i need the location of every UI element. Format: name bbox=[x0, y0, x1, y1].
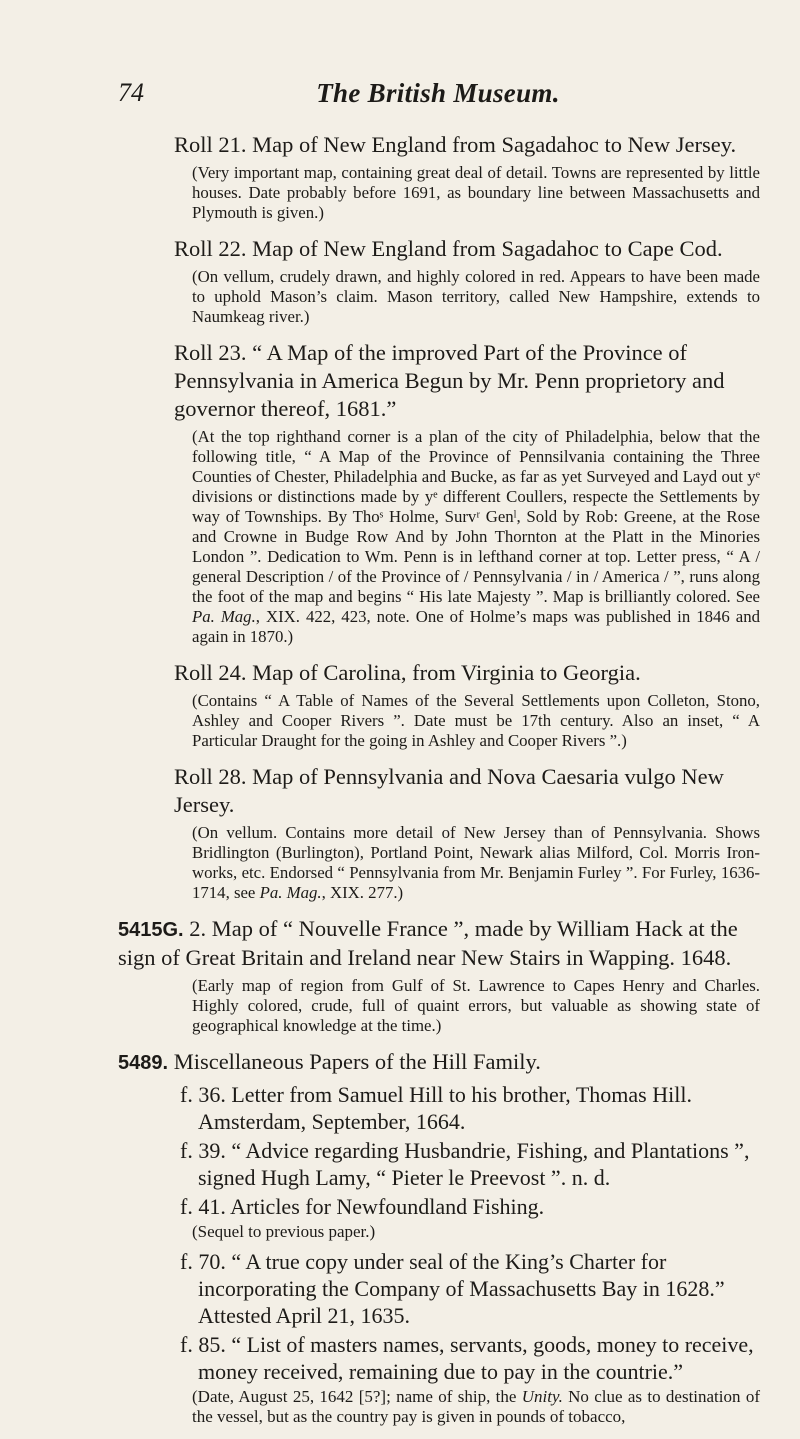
entry-heading: Roll 24. Map of Carolina, from Virginia to Georgia. bbox=[174, 660, 641, 685]
entry-5489 bbox=[118, 1048, 760, 1427]
entry-note bbox=[192, 427, 760, 647]
folio-item: f. 41. Articles for Newfoundland Fishing. bbox=[180, 1194, 545, 1219]
page-body bbox=[118, 131, 760, 1439]
shelf-mark: 5415G. bbox=[118, 919, 184, 941]
ship-name: Unity. bbox=[521, 1387, 563, 1406]
entry-roll-24 bbox=[118, 659, 760, 751]
note-text: , XIX. 277.) bbox=[321, 883, 404, 902]
folio-item: f. 36. Letter from Samuel Hill to his brother, Thomas Hill. Amsterdam, September, 1664. bbox=[180, 1082, 692, 1134]
page-header bbox=[118, 78, 758, 118]
folio-item: f. 85. “ List of masters names, servants, goods, money to receive, money received, remaining due to pay in the countrie.” bbox=[180, 1332, 754, 1384]
running-title: The British Museum. bbox=[316, 78, 560, 108]
entry-note: (Very important map, containing great deal of detail. Towns are represented by little houses. Date probably before 1691, as boundary line between Massachusetts and Plymouth is given.) bbox=[192, 163, 760, 222]
entry-note: (Early map of region from Gulf of St. Lawrence to Capes Henry and Charles. Highly colored, crude, full of quaint errors, but valuable as showing state of geographical knowledge at the time.) bbox=[192, 976, 760, 1035]
note-text: (At the top righthand corner is a plan of the city of Philadelphia, below that the following title, “ A Map of the Province of Pennsilvania containing the Three Counties of Chester, Philadelphia and Bucke, as far as yet Surveyed and Layd out yᵉ divisions or distinctions made by yᵉ different Coullers, respecte the Settlements by way of Townships. By Thoˢ Holme, Survʳ Genˡ, Sold by Rob: Greene, at the Rose and Crowne in Budge Row And by John Thornton at the Platt in the Minories London ”. Dedication to Wm. Penn is in lefthand corner at top. Letter press, “ A / general Description / of the Province of / Pennsylvania / in / America / ”, runs along the foot of the map and begins “ His late Majesty ”. Map is brilliantly colored. See bbox=[192, 427, 760, 606]
entry-heading: Roll 21. Map of New England from Sagadahoc to New Jersey. bbox=[174, 132, 737, 157]
heading-text: Miscellaneous Papers of the Hill Family. bbox=[173, 1049, 541, 1074]
entry-roll-22 bbox=[118, 235, 760, 327]
folio-note: (Sequel to previous paper.) bbox=[192, 1222, 376, 1241]
folio-note bbox=[192, 1387, 760, 1427]
entry-note bbox=[192, 823, 760, 903]
entry-heading: Roll 28. Map of Pennsylvania and Nova Caesaria vulgo New Jersey. bbox=[174, 764, 724, 817]
journal-title: Pa. Mag. bbox=[259, 883, 322, 902]
entry-note: (On vellum, crudely drawn, and highly colored in red. Appears to have been made to uphold Mason’s claim. Mason territory, called New Hampshire, extends to Naumkeag river.) bbox=[192, 267, 760, 326]
entry-roll-28 bbox=[118, 763, 760, 903]
folio-item: f. 39. “ Advice regarding Husbandrie, Fishing, and Plantations ”, signed Hugh Lamy, “ Pieter le Preevost ”. n. d. bbox=[180, 1138, 750, 1190]
shelf-mark: 5489. bbox=[118, 1052, 169, 1074]
folio-item: f. 70. “ A true copy under seal of the King’s Charter for incorporating the Company of Massachusetts Bay in 1628.” Attested April 21, 1635. bbox=[180, 1249, 725, 1328]
entry-5415g bbox=[118, 915, 760, 1036]
note-text: (On vellum. Contains more detail of New Jersey than of Pennsylvania. Shows Bridlington (Burlington), Portland Point, Newark alias Milford, Col. Morris Iron-works, etc. Endorsed “ Pennsylvania from Mr. Benjamin Furley ”. For Furley, 1636-1714, see bbox=[192, 823, 760, 902]
entry-heading: Roll 23. “ A Map of the improved Part of the Province of Pennsylvania in America Begun by Mr. Penn proprietory and governor thereof, 1681.” bbox=[174, 340, 725, 421]
note-text: , XIX. 422, 423, note. One of Holme’s maps was published in 1846 and again in 1870.) bbox=[192, 607, 760, 646]
page-number: 74 bbox=[118, 78, 144, 107]
note-text: No clue as to destination of the vessel, but as the country pay is given in pounds of tobacco, bbox=[192, 1387, 760, 1426]
entry-roll-21 bbox=[118, 131, 760, 223]
entry-heading bbox=[118, 915, 760, 972]
entry-heading bbox=[118, 1048, 760, 1077]
entry-roll-23 bbox=[118, 339, 760, 647]
entry-note: (Contains “ A Table of Names of the Several Settlements upon Colleton, Stono, Ashley and Cooper Rivers ”. Date must be 17th century. Also an inset, “ A Particular Draught for the going in Ashley and Cooper Rivers ”.) bbox=[192, 691, 760, 750]
note-text: (Date, August 25, 1642 [5?]; name of ship, the bbox=[192, 1387, 522, 1406]
heading-text: 2. Map of “ Nouvelle France ”, made by William Hack at the sign of Great Britain and Ireland near New Stairs in Wapping. 1648. bbox=[118, 916, 738, 970]
entry-heading: Roll 22. Map of New England from Sagadahoc to Cape Cod. bbox=[174, 236, 723, 261]
journal-title: Pa. Mag. bbox=[192, 607, 256, 626]
